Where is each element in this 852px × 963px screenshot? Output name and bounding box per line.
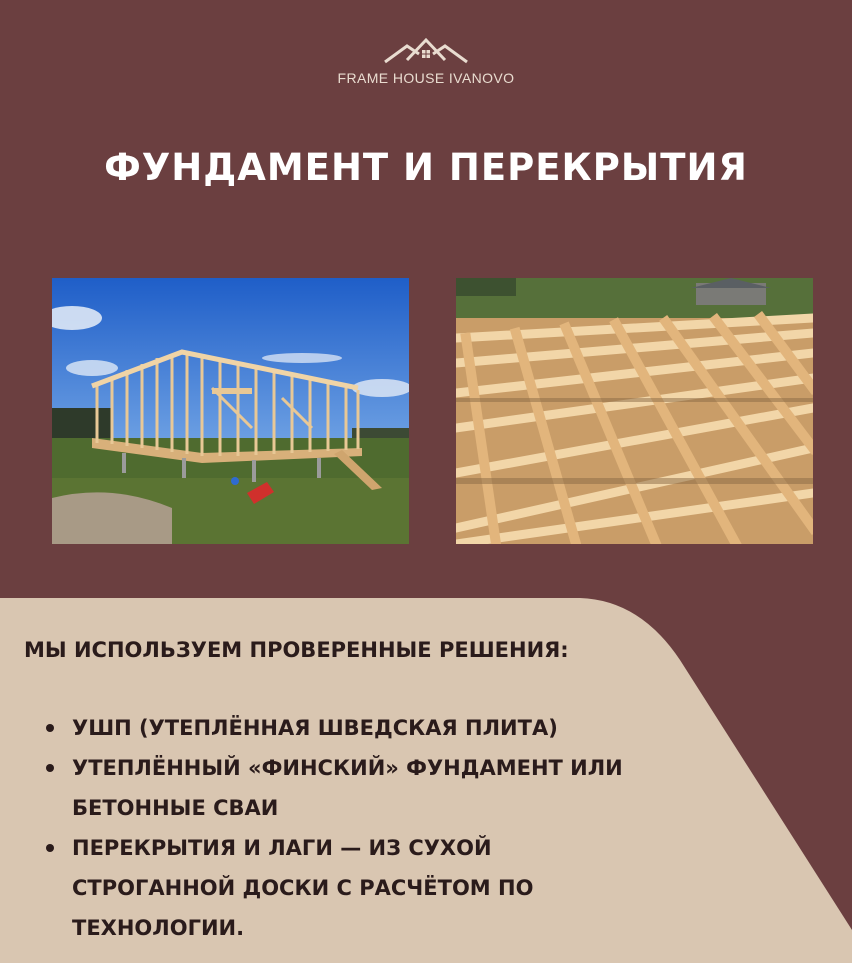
list-item: УШП (УТЕПЛЁННАЯ ШВЕДСКАЯ ПЛИТА) bbox=[38, 708, 658, 748]
list-item: ПЕРЕКРЫТИЯ И ЛАГИ — ИЗ СУХОЙ СТРОГАННОЙ ДОСКИ С РАСЧЁТОМ ПО ТЕХНОЛОГИИ. bbox=[38, 828, 658, 948]
intro-heading: МЫ ИСПОЛЬЗУЕМ ПРОВЕРЕННЫЕ РЕШЕНИЯ: bbox=[24, 638, 569, 662]
list-item: УТЕПЛЁННЫЙ «ФИНСКИЙ» ФУНДАМЕНТ ИЛИ БЕТОННЫЕ СВАИ bbox=[38, 748, 658, 828]
page-title: ФУНДАМЕНТ И ПЕРЕКРЫТИЯ bbox=[104, 146, 748, 189]
solutions-list bbox=[38, 708, 658, 948]
brand-name: FRAME HOUSE IVANOVO bbox=[337, 70, 515, 86]
